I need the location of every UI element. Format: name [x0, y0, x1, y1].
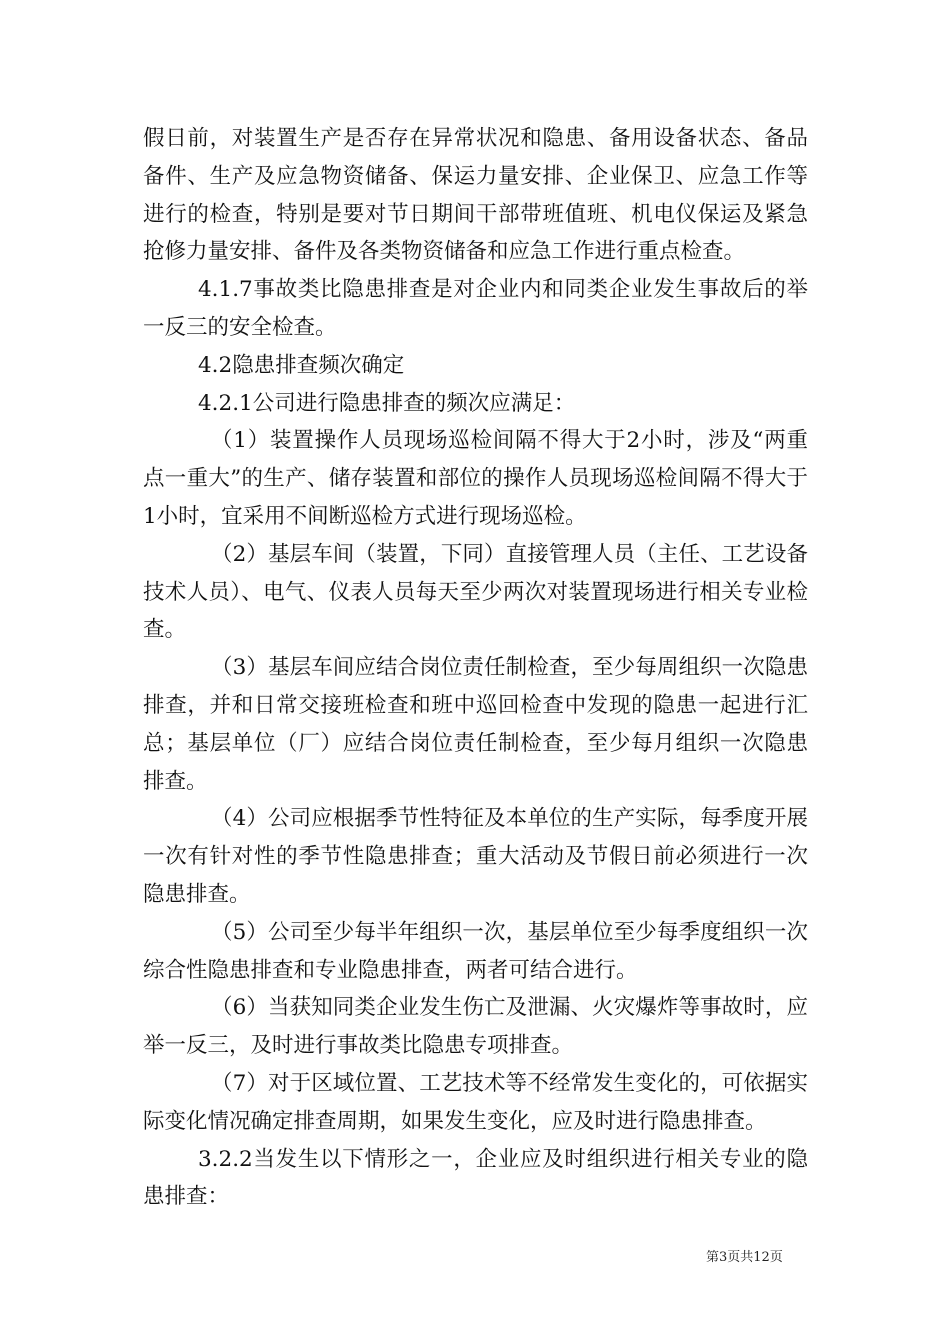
paragraph-holiday-inspection: 假日前，对装置生产是否存在异常状况和隐患、备用设备状态、备品备件、生产及应急物资储备、保运力量安排、企业保卫、应急工作等进行的检查，特别是要对节日期间干部带班值班、机电仪保运及紧急抢修力量安排、备件及各类物资储备和应急工作进行重点检查。 — [143, 126, 808, 265]
list-item-4: （4）公司应根据季节性特征及本单位的生产实际，每季度开展一次有针对性的季节性隐患排查；重大活动及节假日前必须进行一次隐患排查。 — [143, 806, 808, 907]
paragraph-4-1-7: 4.1.7事故类比隐患排查是对企业内和同类企业发生事故后的举一反三的安全检查。 — [143, 277, 808, 340]
list-item-2: （2）基层车间（装置，下同）直接管理人员（主任、工艺设备技术人员）、电气、仪表人员每天至少两次对装置现场进行相关专业检查。 — [143, 541, 808, 643]
section-heading-4-2: 4.2隐患排查频次确定 — [198, 352, 405, 378]
list-item-6: （6）当获知同类企业发生伤亡及泄漏、火灾爆炸等事故时，应举一反三，及时进行事故类比隐患专项排查。 — [143, 995, 808, 1059]
list-item-3: （3）基层车间应结合岗位责任制检查，至少每周组织一次隐患排查，并和日常交接班检查和班中巡回检查中发现的隐患一起进行汇总；基层单位（厂）应结合岗位责任制检查，至少每月组织一次隐患排查。 — [143, 655, 808, 794]
list-item-5: （5）公司至少每半年组织一次，基层单位至少每季度组织一次综合性隐患排查和专业隐患排查，两者可结合进行。 — [143, 919, 808, 983]
document-body — [143, 120, 808, 1216]
page-number: 第3页共12页 — [706, 1250, 783, 1265]
list-item-7: （7）对于区域位置、工艺技术等不经常发生变化的，可依据实际变化情况确定排查周期，如果发生变化，应及时进行隐患排查。 — [143, 1070, 808, 1134]
paragraph-4-2-1: 4.2.1公司进行隐患排查的频次应满足： — [198, 390, 576, 416]
list-item-1: （1）装置操作人员现场巡检间隔不得大于2小时，涉及“两重点一重大”的生产、储存装置和部位的操作人员现场巡检间隔不得大于1小时，宜采用不间断巡检方式进行现场巡检。 — [143, 428, 808, 529]
paragraph-3-2-2: 3.2.2当发生以下情形之一，企业应及时组织进行相关专业的隐患排查： — [143, 1146, 808, 1210]
